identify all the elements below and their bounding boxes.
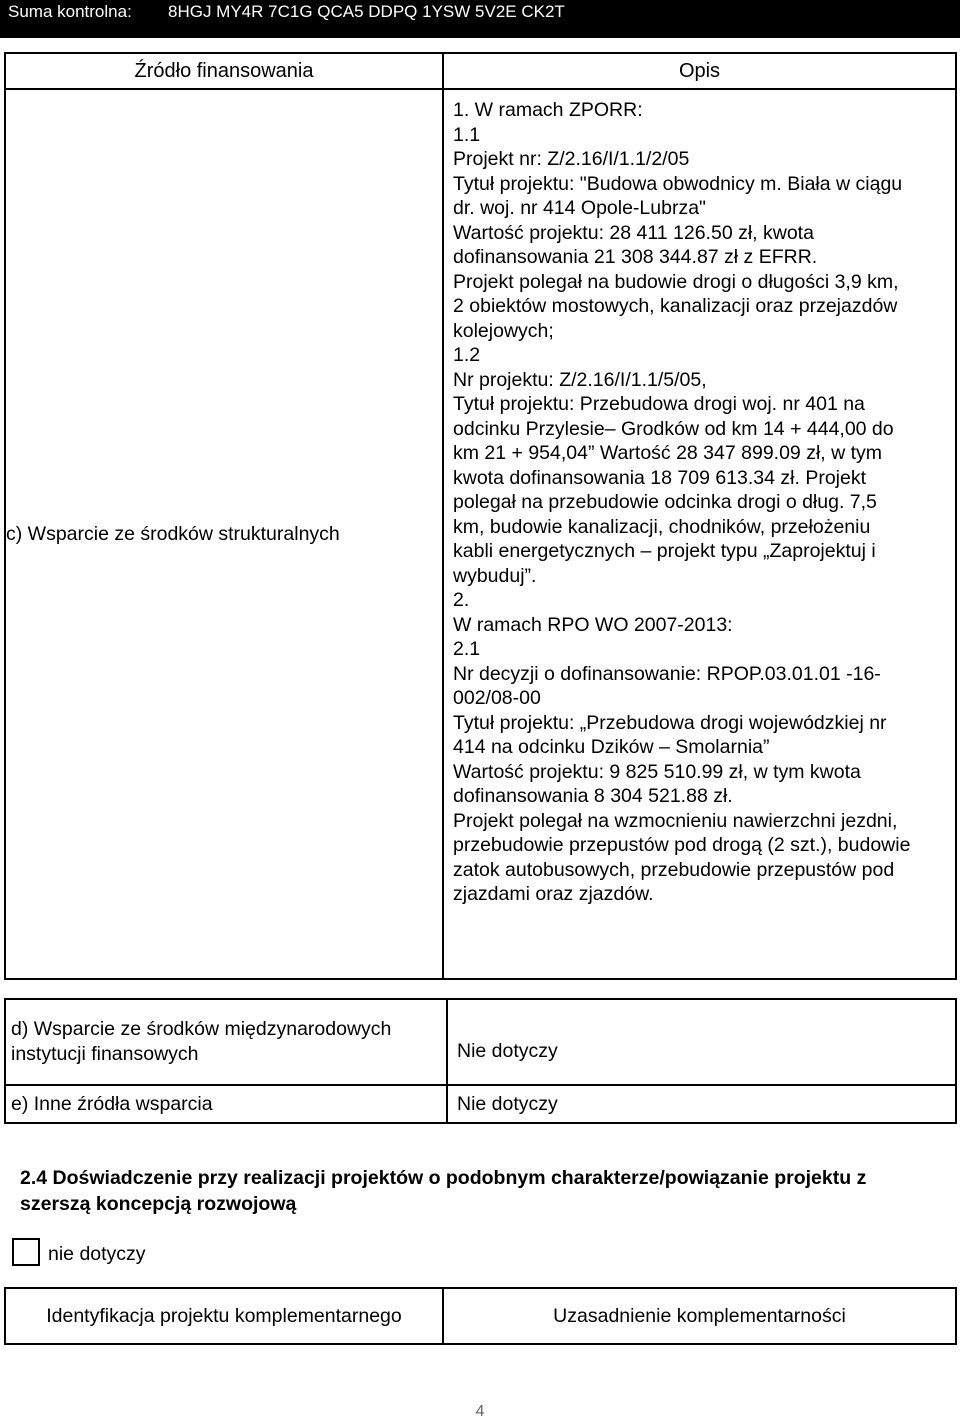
description-line: Projekt nr: Z/2.16/I/1.1/2/05 bbox=[453, 148, 690, 170]
description-line: W ramach RPO WO 2007-2013: bbox=[453, 613, 733, 636]
description-line: Wartość projektu: 28 411 126.50 zł, kwota bbox=[453, 221, 814, 244]
description-line: Wartość projektu: 9 825 510.99 zł, w tym kwota bbox=[453, 760, 861, 783]
financing-table bbox=[4, 52, 957, 980]
description-line: Tytuł projektu: Przebudowa drogi woj. nr 401 na bbox=[453, 393, 865, 415]
description-header: Opis bbox=[443, 53, 956, 89]
description-line: 2.1 bbox=[453, 638, 481, 660]
checksum-bar bbox=[0, 0, 960, 38]
description-line: 1. W ramach ZPORR: bbox=[453, 99, 643, 121]
description-line: zatok autobusowych, przebudowie przepustów pod bbox=[453, 858, 895, 881]
description-line: kolejowych; bbox=[453, 319, 554, 342]
description-line: dr. woj. nr 414 Opole-Lubrza" bbox=[453, 197, 706, 219]
description-line: 2 obiektów mostowych, kanalizacji oraz przejazdów bbox=[453, 295, 898, 317]
international-support-label: d) Wsparcie ze środków międzynarodowych instytucji finansowych bbox=[5, 999, 447, 1085]
description-line: 1.1 bbox=[453, 123, 481, 146]
complementary-project-id-header: Identyfikacja projektu komplementarnego bbox=[5, 1288, 443, 1344]
description-line: 414 na odcinku Dzików – Smolarnia” bbox=[453, 736, 770, 758]
description-line: wybuduj”. bbox=[453, 564, 537, 587]
complementarity-justification-header: Uzasadnienie komplementarności bbox=[443, 1288, 956, 1344]
description-line: Projekt polegał na budowie drogi o długości 3,9 km, bbox=[453, 270, 899, 293]
international-support-value: Nie dotyczy bbox=[447, 999, 956, 1085]
page-number: 4 bbox=[475, 1403, 485, 1420]
structural-support-label: c) Wsparcie ze środków strukturalnych bbox=[5, 89, 443, 979]
section-title: 2.4 Doświadczenie przy realizacji projektów o podobnym charakterze/powiązanie projektu z szerszą koncepcją rozwojową bbox=[20, 1167, 867, 1215]
description-line: dofinansowania 8 304 521.88 zł. bbox=[453, 785, 733, 807]
description-line: 1.2 bbox=[453, 344, 481, 366]
description-line: km, budowie kanalizacji, chodników, przełożeniu bbox=[453, 515, 871, 538]
financing-source-header: Źródło finansowania bbox=[5, 53, 443, 89]
description-line: Tytuł projektu: „Przebudowa drogi wojewódzkiej nr bbox=[453, 711, 887, 734]
description-line: Projekt polegał na wzmocnieniu nawierzchni jezdni, bbox=[453, 809, 898, 832]
description-line: kabli energetycznych – projekt typu „Zaprojektuj i bbox=[453, 540, 876, 562]
checksum-label: Suma kontrolna: bbox=[8, 2, 132, 21]
other-support-label: e) Inne źródła wsparcia bbox=[5, 1085, 447, 1123]
not-applicable-label: nie dotyczy bbox=[48, 1243, 146, 1265]
description-line: Tytuł projektu: "Budowa obwodnicy m. Biała w ciągu bbox=[453, 172, 903, 195]
description-line: polegał na przebudowie odcinka drogi o dług. 7,5 bbox=[453, 491, 877, 513]
description-line: odcinku Przylesie– Grodków od km 14 + 444,00 do bbox=[453, 417, 894, 440]
description-line: km 21 + 954,04” Wartość 28 347 899.09 zł, w tym bbox=[453, 442, 883, 464]
description-line: Nr decyzji o dofinansowanie: RPOP.03.01.01 -16- bbox=[453, 662, 881, 685]
description-line: Nr projektu: Z/2.16/I/1.1/5/05, bbox=[453, 368, 707, 391]
description-line: 2. bbox=[453, 589, 470, 611]
other-support-value: Nie dotyczy bbox=[447, 1085, 956, 1123]
complementary-projects-table bbox=[4, 1287, 957, 1345]
description-line: przebudowie przepustów pod drogą (2 szt.), budowie bbox=[453, 834, 911, 856]
description-line: zjazdami oraz zjazdów. bbox=[453, 883, 654, 905]
not-applicable-checkbox[interactable] bbox=[12, 1238, 40, 1266]
description-line: dofinansowania 21 308 344.87 zł z EFRR. bbox=[453, 246, 818, 268]
description-line: kwota dofinansowania 18 709 613.34 zł. Projekt bbox=[453, 466, 867, 489]
other-support-table bbox=[4, 998, 957, 1124]
checksum-value: 8HGJ MY4R 7C1G QCA5 DDPQ 1YSW 5V2E CK2T bbox=[168, 2, 565, 21]
description-text bbox=[444, 90, 955, 978]
structural-support-description bbox=[443, 89, 956, 979]
description-line: 002/08-00 bbox=[453, 687, 541, 709]
